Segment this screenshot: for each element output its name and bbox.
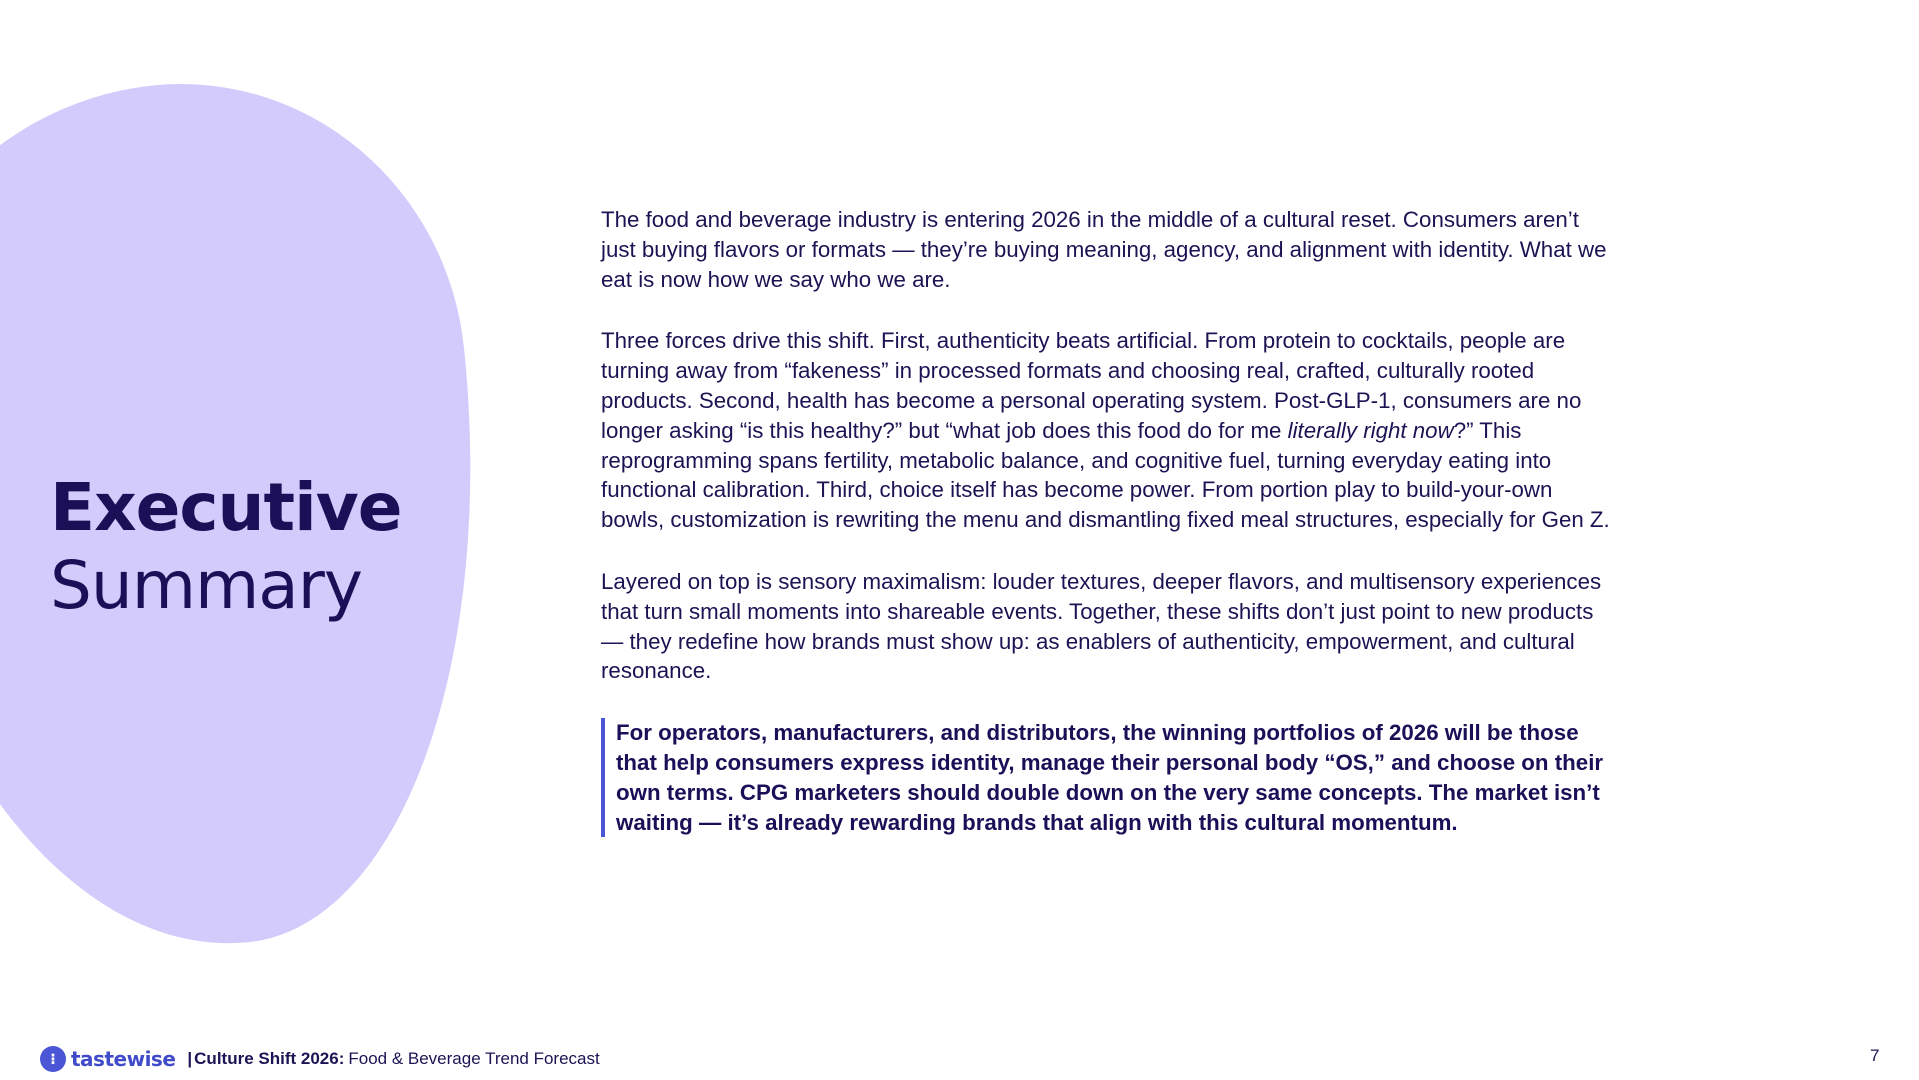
paragraph-forces-emphasis: literally right now (1287, 417, 1454, 443)
page-title (50, 469, 402, 624)
paragraph-forces-end: ?” This reprogramming spans fertility, metabolic balance, and cognitive fuel, turning everyday eating into functional calibration. Third, choice itself has become power. From portion play to build-your-own bowls, customization is rewriting the menu and dismantling fixed meal structures, especially for Gen Z. (601, 417, 1610, 533)
title-light: Summary (50, 547, 362, 624)
logo-mark-icon: ⁝ (40, 1046, 66, 1072)
callout-quote: For operators, manufacturers, and distributors, the winning portfolios of 2026 will be those that help consumers express identity, manage their personal body “OS,” and choose on their own terms. CPG marketers should double down on the very same concepts. The market isn’t waiting — it’s already rewarding brands that align with this cultural momentum. (601, 718, 1611, 837)
page-number: 7 (1870, 1046, 1880, 1065)
tastewise-logo (40, 1046, 175, 1072)
paragraph-forces-start: Three forces drive this shift. First, authenticity beats artificial. From protein to cocktails, people are turning away from “fakeness” in processed formats and choosing real, crafted, culturally rooted products. Second, health has become a personal operating system. Post-GLP-1, consumers are no longer asking “is this healthy?” but “what job does this food do for me (601, 328, 1582, 443)
logo-text: tastewise (71, 1047, 176, 1071)
paragraph-forces (601, 326, 1611, 535)
title-bold: Executive (50, 469, 402, 546)
footer-report-title: Culture Shift 2026: (194, 1049, 345, 1068)
footer-report-subtitle: Food & Beverage Trend Forecast (348, 1049, 600, 1068)
footer (40, 1044, 600, 1074)
paragraph-intro: The food and beverage industry is entering 2026 in the middle of a cultural reset. Consumers aren’t just buying flavors or formats — they’re buying meaning, agency, and alignment with identity. What we eat is now how we say who we are. (601, 207, 1607, 292)
summary-body (601, 205, 1611, 837)
paragraph-sensory: Layered on top is sensory maximalism: louder textures, deeper flavors, and multisensory experiences that turn small moments into shareable events. Together, these shifts don’t just point to new products — they redefine how brands must show up: as enablers of authenticity, empowerment, and cultural resonance. (601, 568, 1602, 684)
footer-separator: | (187, 1049, 193, 1068)
